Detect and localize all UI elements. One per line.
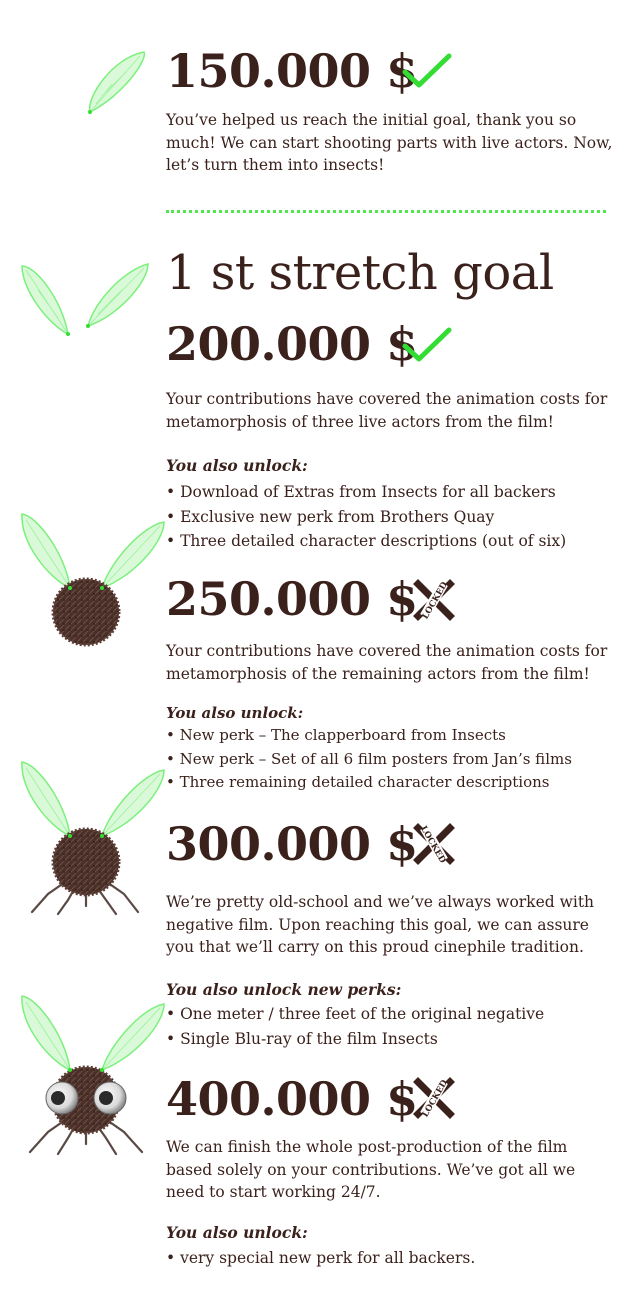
milestone-description-300k: We’re pretty old-school and we’ve always worked with negative film. Upon reaching this goal, we can assure you that we’ll carry on this proud cinephile tradition. xyxy=(166,893,595,956)
locked-icon xyxy=(412,822,456,866)
checkmark-icon xyxy=(402,326,452,368)
list-item: • New perk – Set of all 6 film posters from Jan’s films xyxy=(166,748,572,772)
milestone-description-200k: Your contributions have covered the animation costs for metamorphosis of three live actors from the film! xyxy=(166,390,608,431)
perk-list-250k xyxy=(166,724,572,795)
list-item: • Single Blu-ray of the film Insects xyxy=(166,1027,544,1052)
list-item: • Exclusive new perk from Brothers Quay xyxy=(166,505,566,530)
milestone-amount-250k: 250.000 $ xyxy=(166,572,418,626)
perk-list-400k xyxy=(166,1246,475,1271)
milestone-amount-300k: 300.000 $ xyxy=(166,817,418,871)
list-item: • Three detailed character descriptions (out of six) xyxy=(166,529,566,554)
single-wing-illustration xyxy=(82,48,152,118)
milestone-amount-150k: 150.000 $ xyxy=(166,44,418,98)
locked-icon xyxy=(412,1076,456,1120)
perk-list-300k xyxy=(166,1002,544,1051)
milestone-amount-400k: 400.000 $ xyxy=(166,1072,418,1126)
stretch-goal-heading: 1 st stretch goal xyxy=(166,245,554,301)
two-wings-illustration xyxy=(18,260,153,340)
unlock-heading-250k: You also unlock: xyxy=(166,704,304,722)
section-divider xyxy=(166,210,606,213)
milestone-description-150k: You’ve helped us reach the initial goal, thank you so much! We can start shooting parts with live actors. Now, let’s turn them into insects! xyxy=(166,111,613,174)
list-item: • One meter / three feet of the original negative xyxy=(166,1002,544,1027)
milestone-amount-200k: 200.000 $ xyxy=(166,317,418,371)
locked-label: LOCKED xyxy=(420,1078,450,1120)
insect-with-legs-illustration xyxy=(18,760,168,920)
milestone-description-400k: We can finish the whole post-production of the film based solely on your contributions. We’ve got all we need to start working 24/7. xyxy=(166,1138,576,1201)
list-item: • Three remaining detailed character descriptions xyxy=(166,771,572,795)
milestone-description-250k: Your contributions have covered the animation costs for metamorphosis of the remaining actors from the film! xyxy=(166,642,608,683)
unlock-heading-300k: You also unlock new perks: xyxy=(166,980,402,999)
locked-icon xyxy=(412,578,456,622)
list-item: • Download of Extras from Insects for all backers xyxy=(166,480,566,505)
unlock-heading-200k: You also unlock: xyxy=(166,456,308,475)
insect-body-illustration xyxy=(18,512,168,657)
list-item: • very special new perk for all backers. xyxy=(166,1246,475,1271)
unlock-heading-400k: You also unlock: xyxy=(166,1223,308,1242)
fly-with-eyes-illustration xyxy=(18,994,168,1159)
locked-label: LOCKED xyxy=(418,824,448,866)
perk-list-200k xyxy=(166,480,566,554)
checkmark-icon xyxy=(402,52,452,94)
list-item: • New perk – The clapperboard from Insects xyxy=(166,724,572,748)
locked-label: LOCKED xyxy=(420,580,450,622)
